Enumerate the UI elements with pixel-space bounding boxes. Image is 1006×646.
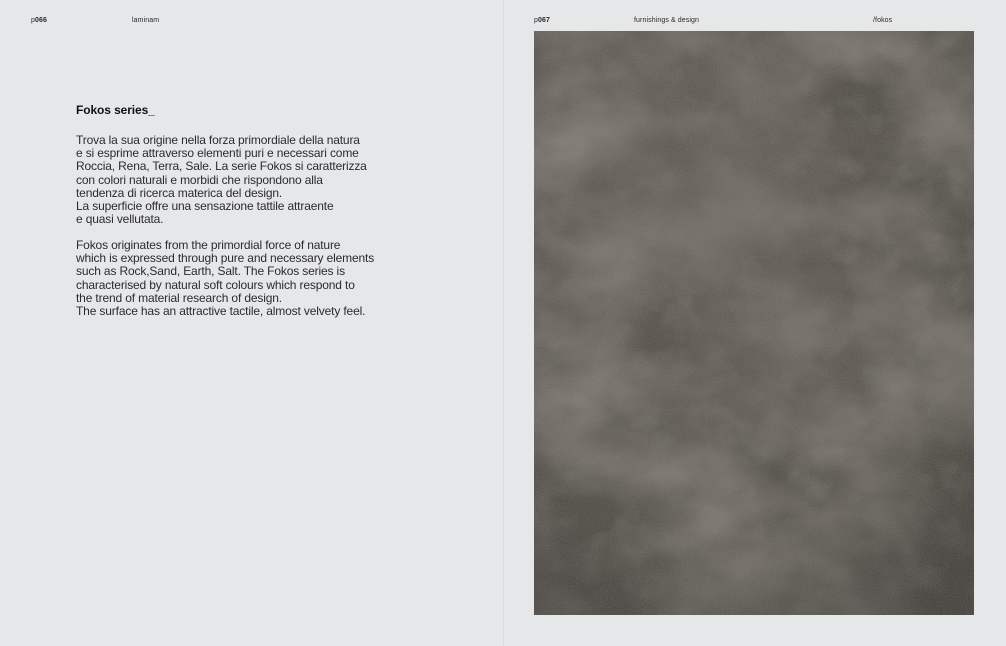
italian-description [76,134,426,226]
italian-line: Trova la sua origine nella forza primordiale della natura [76,133,360,147]
english-line: such as Rock,Sand, Earth, Salt. The Fokos series is [76,264,345,279]
english-line: the trend of material research of design. [76,290,282,305]
english-line: characterised by natural soft colours which respond to [76,277,355,292]
italian-line: Roccia, Rena, Terra, Sale. La serie Fokos si caratterizza [76,159,367,174]
italian-line: La superficie offre una sensazione tattile attraente [76,199,334,214]
left-page-number [31,17,47,24]
left-section-label: laminam [132,17,160,24]
right-section-label: furnishings & design [634,17,700,24]
right-page-number-value: 067 [538,17,550,24]
right-subsection-label: /fokos [873,17,893,24]
texture-grain [534,31,974,615]
italian-line: e si esprime attraverso elementi puri e necessari come [76,146,359,161]
english-line: Fokos originates from the primordial force of nature [76,238,341,252]
english-description [76,239,426,318]
right-page-prefix: p [534,17,538,24]
left-page-prefix: p [31,17,35,24]
stone-texture-svg [534,31,974,615]
page-fold [503,0,504,646]
italian-line: con colori naturali e morbidi che rispondono alla [76,172,323,187]
english-line: The surface has an attractive tactile, almost velvety feel. [76,304,366,319]
english-line: which is expressed through pure and necessary elements [76,251,375,266]
fokos-texture-image [534,31,974,615]
series-title: Fokos series_ [76,103,155,117]
right-page-number [534,17,550,24]
left-page-number-value: 066 [35,17,47,24]
italian-line: tendenza di ricerca materica del design. [76,185,283,200]
italian-line: e quasi vellutata. [76,212,164,227]
